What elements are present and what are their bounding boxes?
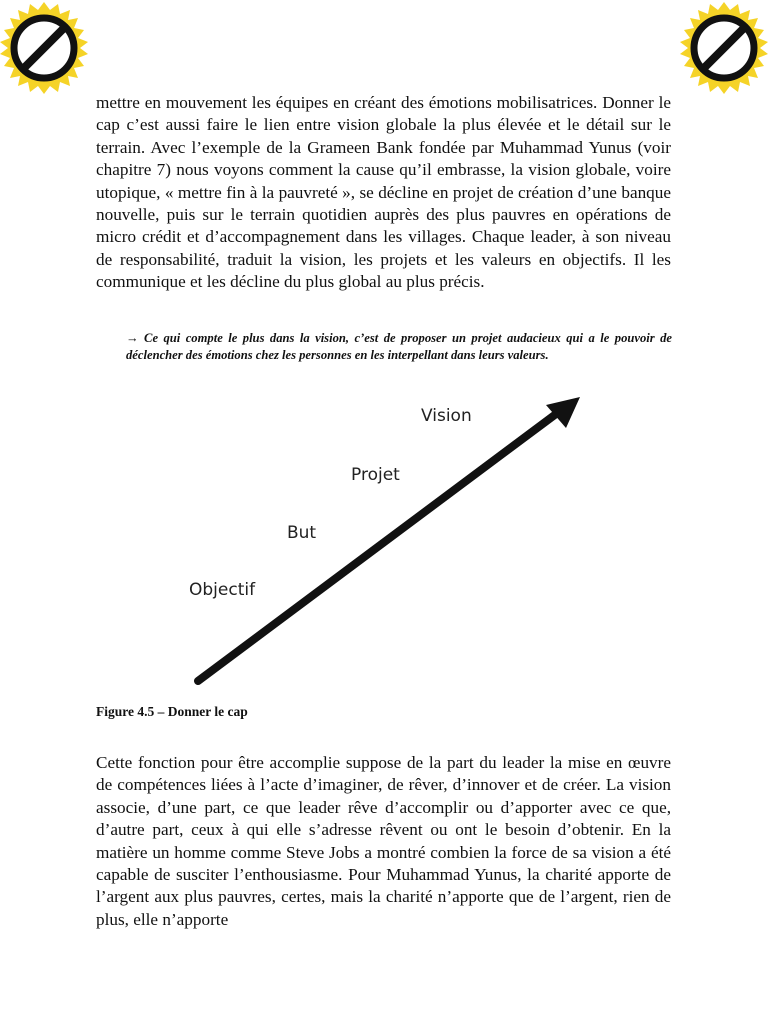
label-objectif: Objectif <box>189 580 256 600</box>
label-projet: Projet <box>351 465 400 485</box>
label-but: But <box>287 523 317 543</box>
figure-caption: Figure 4.5 – Donner le cap <box>96 704 248 719</box>
direction-arrow-head <box>546 397 580 428</box>
body-paragraph-1: mettre en mouvement les équipes en créant des émotions mobilisatrices. Donner le cap c’est aussi faire le lien entre vision globale la plus élevée et le détail sur le terrain. Avec l’exemple de la Grameen Bank fondée par Muhammad Yunus (voir chapitre 7) nous voyons comment la cause qu’il embrasse, la vision globale, voire utopique, « mettre fin à la pauvreté », se décline en projet de création d’une banque nouvelle, puis sur le terrain quotidien auprès des plus pauvres en opérations de micro crédit et d’accompagnement dans les villages. Chaque leader, à son niveau de responsabilité, traduit la vision, les projets et les valeurs en objectifs. Il les communique et les décline du plus global au plus précis. <box>96 93 671 292</box>
direction-arrow-shaft <box>198 411 560 681</box>
body-paragraph-2: Cette fonction pour être accomplie suppose de la part du leader la mise en œuvre de compétences liées à l’acte d’imaginer, de rêver, d’innover et de créer. La vision associe, d’une part, ce que leader rêve d’accomplir ou d’apporter avec ce que, d’autre part, ceux à qui elle s’adresse rêvent ou ont le besoin d’obtenir. En la matière un homme comme Steve Jobs a montré combien la force de sa vision a été capable de susciter l’enthousiasme. Pour Muhammad Yunus, la charité apporte de l’argent aux plus pauvres, certes, mais la charité n’apporte que de l’argent, rien de plus, elle n’apporte <box>96 753 671 929</box>
donner-le-cap-figure <box>0 380 768 700</box>
prohibited-badge-left-icon <box>0 0 92 96</box>
highlight-quote: → Ce qui compte le plus dans la vision, c’est de proposer un projet audacieux qui a le pouvoir de déclencher des émotions chez les personnes en les interpellant dans leurs valeurs. <box>126 331 672 362</box>
prohibited-badge-right-icon <box>676 0 768 96</box>
label-vision: Vision <box>421 406 472 426</box>
